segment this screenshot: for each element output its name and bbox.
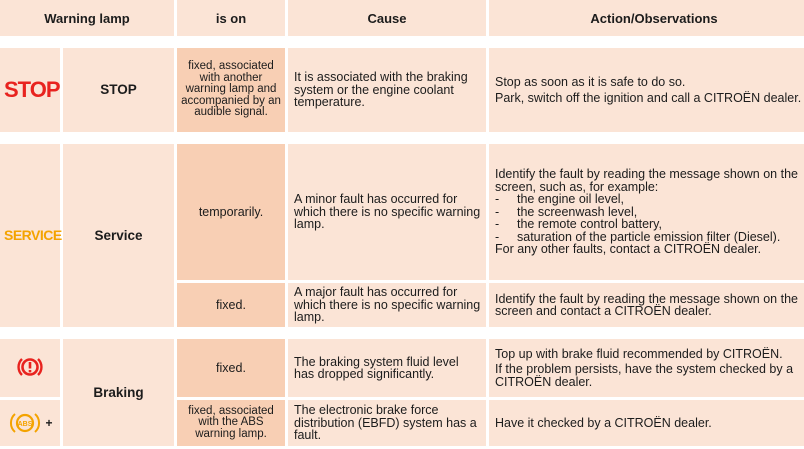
braking-abs-is-on: fixed, associated with the ABS warning lamp. — [177, 400, 285, 446]
header-warning-lamp: Warning lamp — [0, 0, 174, 36]
service-temp-is-on: temporarily. — [177, 144, 285, 280]
list-item: - the engine oil level, — [495, 193, 804, 206]
stop-is-on: fixed, associated with another warning lamp and accompanied by an audible signal. — [177, 48, 285, 132]
service-temp-action-intro: Identify the fault by reading the message shown on the screen, such as, for example: — [495, 167, 798, 194]
stop-warning-icon: STOP — [4, 77, 60, 102]
braking-abs-action: Have it checked by a CITROËN dealer. — [489, 400, 804, 446]
stop-action-1: Stop as soon as it is safe to do so. — [495, 75, 686, 89]
row-braking-fixed — [0, 339, 804, 397]
abs-warning-icon — [7, 411, 43, 435]
braking-fixed-action-1: Top up with brake fluid recommended by CITROËN. — [495, 346, 783, 361]
brake-warning-icon — [15, 356, 45, 378]
spacer — [0, 135, 804, 141]
stop-icon-cell — [0, 48, 60, 132]
spacer — [0, 39, 804, 45]
plus-sign: + — [45, 416, 53, 430]
row-stop — [0, 48, 804, 132]
braking-lamp-name: Braking — [63, 339, 174, 446]
stop-lamp-name: STOP — [63, 48, 174, 132]
service-warning-icon: SERVICE — [4, 227, 62, 244]
service-temp-cause: A minor fault has occurred for which there is no specific warning lamp. — [288, 144, 486, 280]
list-item: - saturation of the particle emission filter (Diesel). — [495, 231, 804, 244]
service-lamp-name: Service — [63, 144, 174, 327]
service-temp-action-outro: For any other faults, contact a CITROËN dealer. — [495, 242, 762, 257]
stop-action — [489, 48, 804, 132]
service-fixed-action: Identify the fault by reading the message shown on the screen and contact a CITROËN dealer. — [489, 283, 804, 327]
row-service-temporary — [0, 144, 804, 280]
braking-fixed-cause: The braking system fluid level has dropped significantly. — [288, 339, 486, 397]
braking-fixed-is-on: fixed. — [177, 339, 285, 397]
braking-abs-cause: The electronic brake force distribution (EBFD) system has a fault. — [288, 400, 486, 446]
braking-fixed-action-2: If the problem persists, have the system checked by a CITROËN dealer. — [495, 362, 794, 389]
abs-icon-group — [4, 411, 56, 435]
stop-action-2: Park, switch off the ignition and call a CITROËN dealer. — [495, 90, 802, 105]
service-icon-cell — [0, 144, 60, 327]
stop-cause: It is associated with the braking system or the engine coolant temperature. — [288, 48, 486, 132]
abs-icon-label: ABS — [18, 421, 33, 428]
header-cause: Cause — [288, 0, 486, 36]
service-fixed-is-on: fixed. — [177, 283, 285, 327]
header-is-on: is on — [177, 0, 285, 36]
header-action: Action/Observations — [489, 0, 804, 36]
brake-icon-cell — [0, 339, 60, 397]
header-row — [0, 0, 804, 36]
service-fixed-cause: A major fault has occurred for which there is no specific warning lamp. — [288, 283, 486, 327]
list-item: - the screenwash level, — [495, 206, 804, 219]
list-item: - the remote control battery, — [495, 218, 804, 231]
braking-fixed-action — [489, 339, 804, 397]
abs-icon-cell — [0, 400, 60, 446]
service-fault-list — [495, 193, 804, 243]
service-temp-action — [489, 144, 804, 280]
spacer — [0, 330, 804, 336]
